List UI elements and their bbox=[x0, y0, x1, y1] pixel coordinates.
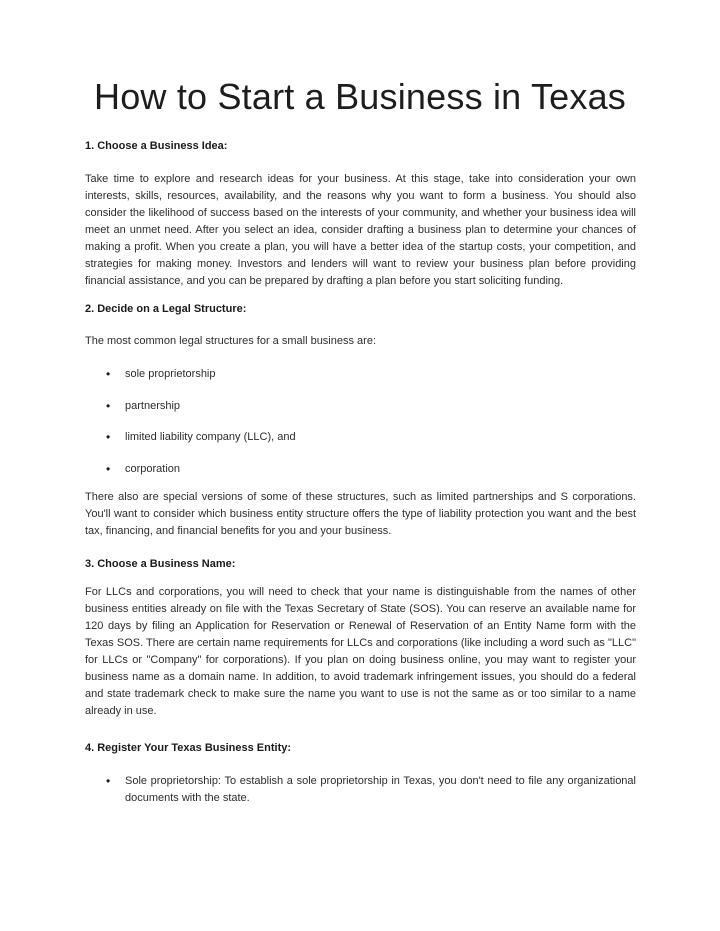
section-heading-legal-structure: 2. Decide on a Legal Structure: bbox=[85, 303, 247, 315]
page-title: How to Start a Business in Texas bbox=[94, 76, 626, 117]
list-item-sole-proprietorship-register: • Sole proprietorship: To establish a sole proprietorship in Texas, you don't need to file any organizational documents with the state. bbox=[125, 773, 636, 807]
paragraph-legal-structure-outro: There also are special versions of some of these structures, such as limited partnerships and S corporations. You'll want to consider which business entity structure offers the type of liability protection you want and the best tax, financing, and financial benefits for you and your business. bbox=[85, 490, 636, 537]
section-heading-register-entity: 4. Register Your Texas Business Entity: bbox=[85, 741, 292, 754]
section-heading-business-name: 3. Choose a Business Name: bbox=[85, 557, 236, 570]
section-heading-choose-business-idea: 1. Choose a Business Idea: bbox=[85, 140, 228, 152]
register-entity-list bbox=[85, 773, 636, 807]
list-item-llc: • limited liability company (LLC), and bbox=[125, 429, 636, 446]
list-item-corporation: • corporation bbox=[125, 461, 636, 478]
paragraph-business-idea: Take time to explore and research ideas for your business. At this stage, take into consideration your own interests, skills, resources, availability, and the reasons why you want to form a business. You should also consider the likelihood of success based on the interests of your community, and whether your business idea will meet an unmet need. After you select an idea, consider drafting a business plan to determine your chances of making a profit. When you create a plan, you will have a better idea of the startup costs, your competition, and strategies for making money. Investors and lenders will want to review your business plan before providing financial assistance, and you can be prepared by drafting a plan before you start soliciting funding. bbox=[85, 173, 636, 287]
legal-structure-list bbox=[85, 366, 636, 478]
paragraph-business-name: For LLCs and corporations, you will need to check that your name is distinguishable from the names of other business entities already on file with the Texas Secretary of State (SOS). You can reserve an available name for 120 days by filing an Application for Reservation or Renewal of Reservation of an Entity Name form with the Texas SOS. There are certain name requirements for LLCs and corporations (like including a word such as "LLC" for LLCs or "Company" for corporations). If you plan on doing business online, you may want to register your business name as a domain name. In addition, to avoid trademark infringement issues, you should do a federal and state trademark check to make sure the name you want to use is not the same as or too similar to a name already in use. bbox=[85, 585, 636, 717]
list-item-sole-proprietorship: • sole proprietorship bbox=[125, 366, 636, 383]
paragraph-legal-structure-intro: The most common legal structures for a small business are: bbox=[85, 335, 377, 347]
list-item-partnership: • partnership bbox=[125, 398, 636, 415]
document-content bbox=[85, 138, 636, 807]
